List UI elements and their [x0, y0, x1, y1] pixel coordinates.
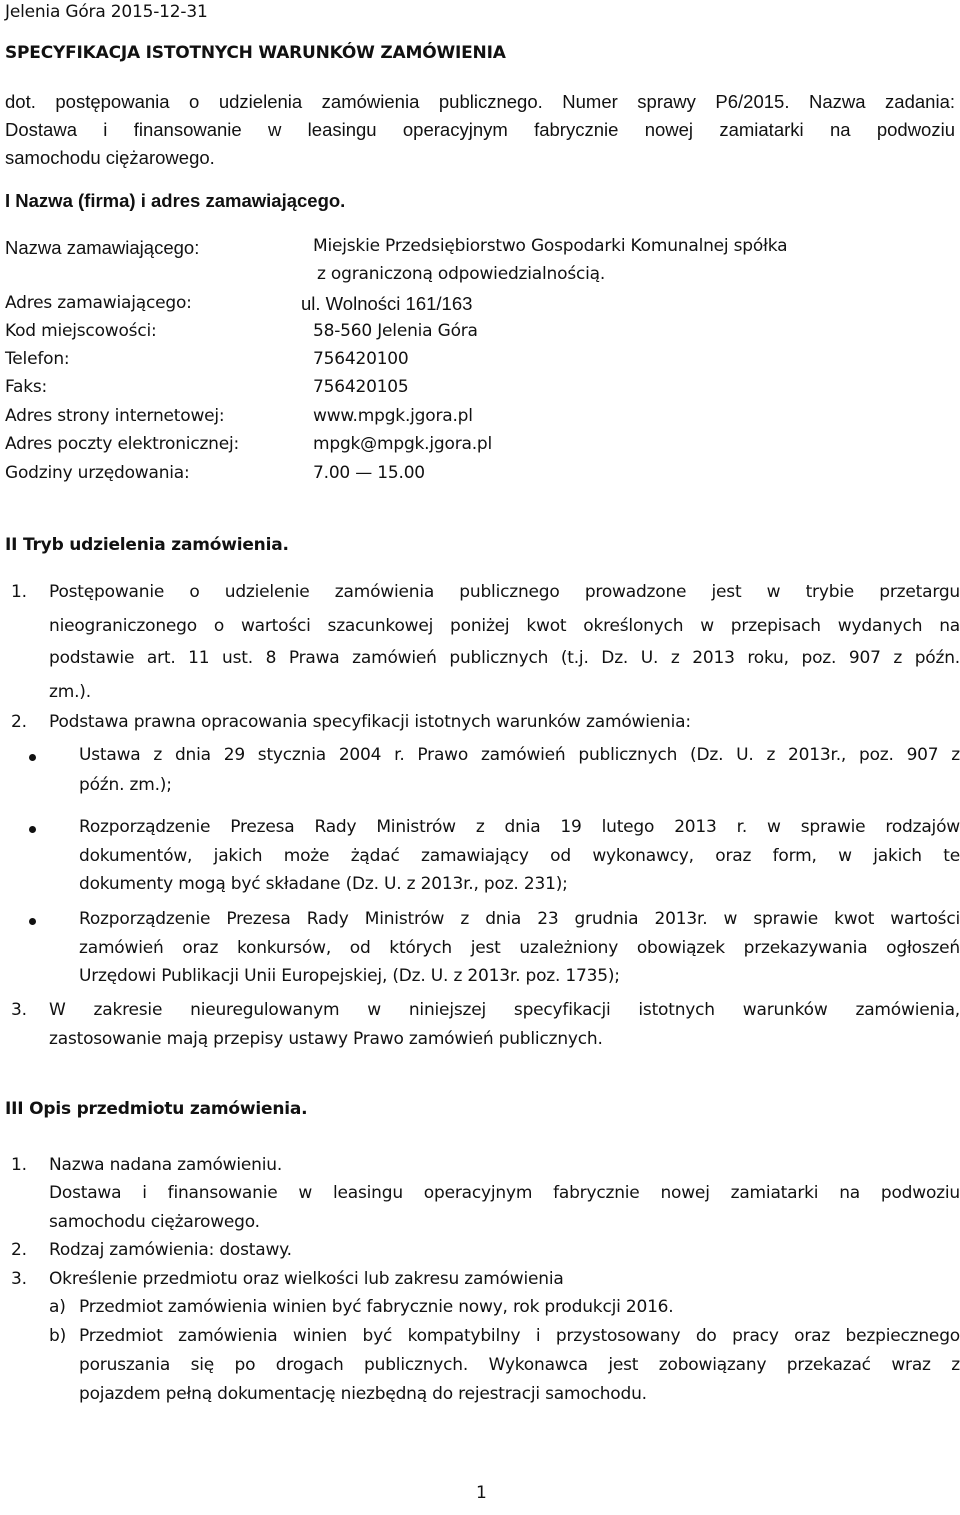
list-number: 1. — [11, 582, 27, 602]
contact-label: Nazwa zamawiającego: — [5, 237, 200, 258]
bullet-text: zamówień oraz konkursów, od których jest uzależniony obowiązek przekazywania ogłoszeń — [79, 938, 960, 958]
sub-item-text: poruszania się po drogach publicznych. Wykonawca jest zobowiązany przekazać wraz z — [79, 1355, 960, 1375]
sub-item-text: Przedmiot zamówienia winien być kompatybilny i przystosowany do pracy oraz bezpiecznego — [79, 1326, 960, 1346]
section-2-heading: II Tryb udzielenia zamówienia. — [5, 535, 289, 555]
sub-item-text: Przedmiot zamówienia winien być fabrycznie nowy, rok produkcji 2016. — [79, 1297, 674, 1317]
page-number: 1 — [476, 1483, 487, 1503]
sub-item-text: pojazdem pełną dokumentację niezbędną do rejestracji samochodu. — [79, 1384, 647, 1404]
list-number: 3. — [11, 1000, 27, 1020]
contact-value: 7.00 — 15.00 — [313, 463, 425, 483]
list-item-text: Dostawa i finansowanie w leasingu operacyjnym fabrycznie nowej zamiatarki na podwoziu — [49, 1183, 960, 1203]
contact-label: Telefon: — [5, 349, 70, 369]
list-item-text: zastosowanie mają przepisy ustawy Prawo zamówień publicznych. — [49, 1029, 603, 1049]
list-item-text: podstawie art. 11 ust. 8 Prawa zamówień publicznych (t.j. Dz. U. z 2013 roku, poz. 907 z późn. — [49, 648, 960, 668]
contact-value: Miejskie Przedsiębiorstwo Gospodarki Komunalnej spółka — [313, 236, 788, 256]
bullet-text: dokumentów, jakich może żądać zamawiający od wykonawcy, oraz form, w jakich te — [79, 846, 960, 866]
bullet-text: Rozporządzenie Prezesa Rady Ministrów z dnia 23 grudnia 2013r. w sprawie kwot wartości — [79, 909, 960, 929]
intro-line-1: dot. postępowania o udzielenia zamówienia publicznego. Numer sprawy P6/2015. Nazwa zadania: — [5, 91, 955, 112]
list-number: 2. — [11, 1240, 27, 1260]
bullet-text: Ustawa z dnia 29 stycznia 2004 r. Prawo zamówień publicznych (Dz. U. z 2013r., poz. 907 z — [79, 745, 960, 765]
bullet-icon — [29, 826, 36, 833]
list-number: 2. — [11, 712, 27, 732]
list-item-text: Postępowanie o udzielenie zamówienia publicznego prowadzone jest w trybie przetargu — [49, 582, 960, 602]
list-item-text: zm.). — [49, 682, 91, 702]
bullet-text: Rozporządzenie Prezesa Rady Ministrów z dnia 19 lutego 2013 r. w sprawie rodzajów — [79, 817, 960, 837]
list-number: 3. — [11, 1269, 27, 1289]
list-number: 1. — [11, 1155, 27, 1175]
list-item-text: Podstawa prawna opracowania specyfikacji istotnych warunków zamówienia: — [49, 712, 691, 732]
bullet-text: Urzędowi Publikacji Unii Europejskiej, (Dz. U. z 2013r. poz. 1735); — [79, 966, 620, 986]
intro-line-3: samochodu ciężarowego. — [5, 147, 215, 168]
intro-line-2: Dostawa i finansowanie w leasingu operacyjnym fabrycznie nowej zamiatarki na podwoziu — [5, 119, 955, 140]
contact-value: 58-560 Jelenia Góra — [313, 321, 478, 341]
list-item-text: samochodu ciężarowego. — [49, 1212, 260, 1232]
bullet-icon — [29, 918, 36, 925]
bullet-text: dokumenty mogą być składane (Dz. U. z 2013r., poz. 231); — [79, 874, 568, 894]
bullet-icon — [29, 754, 36, 761]
contact-value: 756420105 — [313, 377, 409, 397]
email-link[interactable]: mpgk@mpgk.jgora.pl — [313, 434, 493, 454]
contact-label: Adres zamawiającego: — [5, 293, 192, 313]
contact-label: Adres poczty elektronicznej: — [5, 434, 240, 454]
bullet-text: późn. zm.); — [79, 775, 172, 795]
place-date: Jelenia Góra 2015-12-31 — [5, 2, 208, 22]
contact-label: Adres strony internetowej: — [5, 406, 225, 426]
contact-label: Godziny urzędowania: — [5, 463, 190, 483]
section-3-heading: III Opis przedmiotu zamówienia. — [5, 1099, 308, 1119]
contact-label: Kod miejscowości: — [5, 321, 157, 341]
contact-value: ul. Wolności 161/163 — [301, 293, 473, 314]
contact-value: 756420100 — [313, 349, 409, 369]
sub-item-letter: b) — [49, 1326, 67, 1346]
list-item-text: Rodzaj zamówienia: dostawy. — [49, 1240, 292, 1260]
contact-value-continued: z ograniczoną odpowiedzialnością. — [317, 264, 606, 284]
list-item-text: nieograniczonego o wartości szacunkowej poniżej kwot określonych w przepisach wydanych na — [49, 616, 960, 636]
sub-item-letter: a) — [49, 1297, 66, 1317]
section-1-heading: I Nazwa (firma) i adres zamawiającego. — [5, 190, 346, 211]
list-item-text: Nazwa nadana zamówieniu. — [49, 1155, 283, 1175]
document-title: SPECYFIKACJA ISTOTNYCH WARUNKÓW ZAMÓWIENIA — [5, 43, 506, 63]
list-item-text: Określenie przedmiotu oraz wielkości lub zakresu zamówienia — [49, 1269, 564, 1289]
website-link[interactable]: www.mpgk.jgora.pl — [313, 406, 473, 426]
list-item-text: W zakresie nieuregulowanym w niniejszej specyfikacji istotnych warunków zamówienia, — [49, 1000, 960, 1020]
contact-label: Faks: — [5, 377, 48, 397]
